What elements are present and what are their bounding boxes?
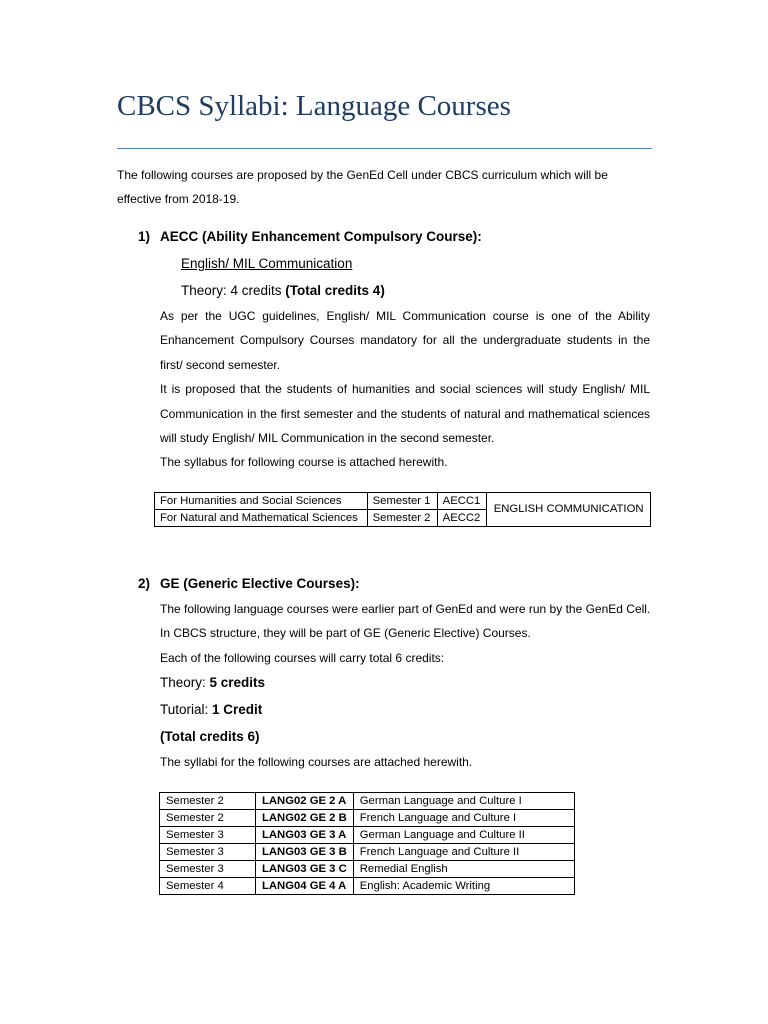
aecc-table xyxy=(154,492,651,527)
section2-heading: GE (Generic Elective Courses): xyxy=(160,576,360,591)
section2-total-credits: (Total credits 6) xyxy=(160,729,260,744)
ge-course-cell: Remedial English xyxy=(353,861,574,878)
section2-syllabi-line: The syllabi for the following courses are attached herewith. xyxy=(160,755,473,769)
section2-theory-value: 5 credits xyxy=(209,675,266,690)
aecc-code-cell: AECC2 xyxy=(437,510,487,527)
aecc-semester-cell: Semester 1 xyxy=(367,493,437,510)
section2-theory-line xyxy=(160,675,265,690)
section2-tutorial-line xyxy=(160,702,262,717)
ge-code-cell: LANG03 GE 3 C xyxy=(256,861,354,878)
ge-code-cell: LANG04 GE 4 A xyxy=(256,878,354,895)
ge-code-cell: LANG03 GE 3 B xyxy=(256,844,354,861)
aecc-code-cell: AECC1 xyxy=(437,493,487,510)
section1-course-name: English/ MIL Communication xyxy=(181,256,353,271)
ge-course-cell: German Language and Culture II xyxy=(353,827,574,844)
ge-semester-cell: Semester 4 xyxy=(160,878,256,895)
aecc-group-cell: For Natural and Mathematical Sciences xyxy=(155,510,368,527)
table-row xyxy=(160,878,575,895)
ge-course-cell: French Language and Culture I xyxy=(353,810,574,827)
table-row xyxy=(155,493,651,510)
page-title: CBCS Syllabi: Language Courses xyxy=(117,90,511,122)
section2-tutorial-value: 1 Credit xyxy=(212,702,263,717)
title-underline xyxy=(117,148,652,149)
section2-body xyxy=(160,597,650,670)
intro-paragraph: The following courses are proposed by the GenEd Cell under CBCS curriculum which will be effective from 2018-19. xyxy=(117,168,608,207)
ge-semester-cell: Semester 2 xyxy=(160,793,256,810)
ge-semester-cell: Semester 3 xyxy=(160,861,256,878)
ge-course-cell: French Language and Culture II xyxy=(353,844,574,861)
ge-code-cell: LANG02 GE 2 A xyxy=(256,793,354,810)
section1-para3: The syllabus for following course is attached herewith. xyxy=(160,455,448,470)
ge-course-cell: German Language and Culture I xyxy=(353,793,574,810)
table-row xyxy=(160,827,575,844)
section2-theory-label: Theory: xyxy=(160,675,210,690)
table-row xyxy=(160,793,575,810)
section2-line3: Each of the following courses will carry total 6 credits: xyxy=(160,650,445,665)
ge-table xyxy=(159,792,575,895)
ge-semester-cell: Semester 3 xyxy=(160,827,256,844)
section1-para1: As per the UGC guidelines, English/ MIL Communication course is one of the Ability Enhancement Compulsory Courses mandatory for all the undergraduate students in the first/ second semester. xyxy=(160,309,650,372)
section2-line2: In CBCS structure, they will be part of GE (Generic Elective) Courses. xyxy=(160,626,531,641)
table-row xyxy=(160,861,575,878)
section2-line1: The following language courses were earlier part of GenEd and were run by the GenEd Cell. xyxy=(160,602,651,616)
section2-tutorial-label: Tutorial: xyxy=(160,702,213,717)
section2-number: 2) xyxy=(138,576,151,591)
ge-semester-cell: Semester 3 xyxy=(160,844,256,861)
ge-code-cell: LANG03 GE 3 A xyxy=(256,827,354,844)
table-row xyxy=(160,810,575,827)
ge-semester-cell: Semester 2 xyxy=(160,810,256,827)
table-row xyxy=(160,844,575,861)
aecc-semester-cell: Semester 2 xyxy=(367,510,437,527)
section1-number: 1) xyxy=(138,229,151,244)
section1-heading: AECC (Ability Enhancement Compulsory Course): xyxy=(160,229,482,244)
ge-course-cell: English: Academic Writing xyxy=(353,878,574,895)
ge-code-cell: LANG02 GE 2 B xyxy=(256,810,354,827)
section1-theory-total: (Total credits 4) xyxy=(285,283,385,298)
aecc-group-cell: For Humanities and Social Sciences xyxy=(155,493,368,510)
section1-body xyxy=(160,304,650,475)
section1-theory-line xyxy=(181,283,385,298)
section1-theory-label: Theory: 4 credits xyxy=(181,283,286,298)
aecc-course-cell: ENGLISH COMMUNICATION xyxy=(487,493,651,527)
section1-para2: It is proposed that the students of humanities and social sciences will study English/ MIL Communication in the first semester and the students of natural and mathematical sciences will study English/ MIL Communication in the second semester. xyxy=(160,382,650,446)
